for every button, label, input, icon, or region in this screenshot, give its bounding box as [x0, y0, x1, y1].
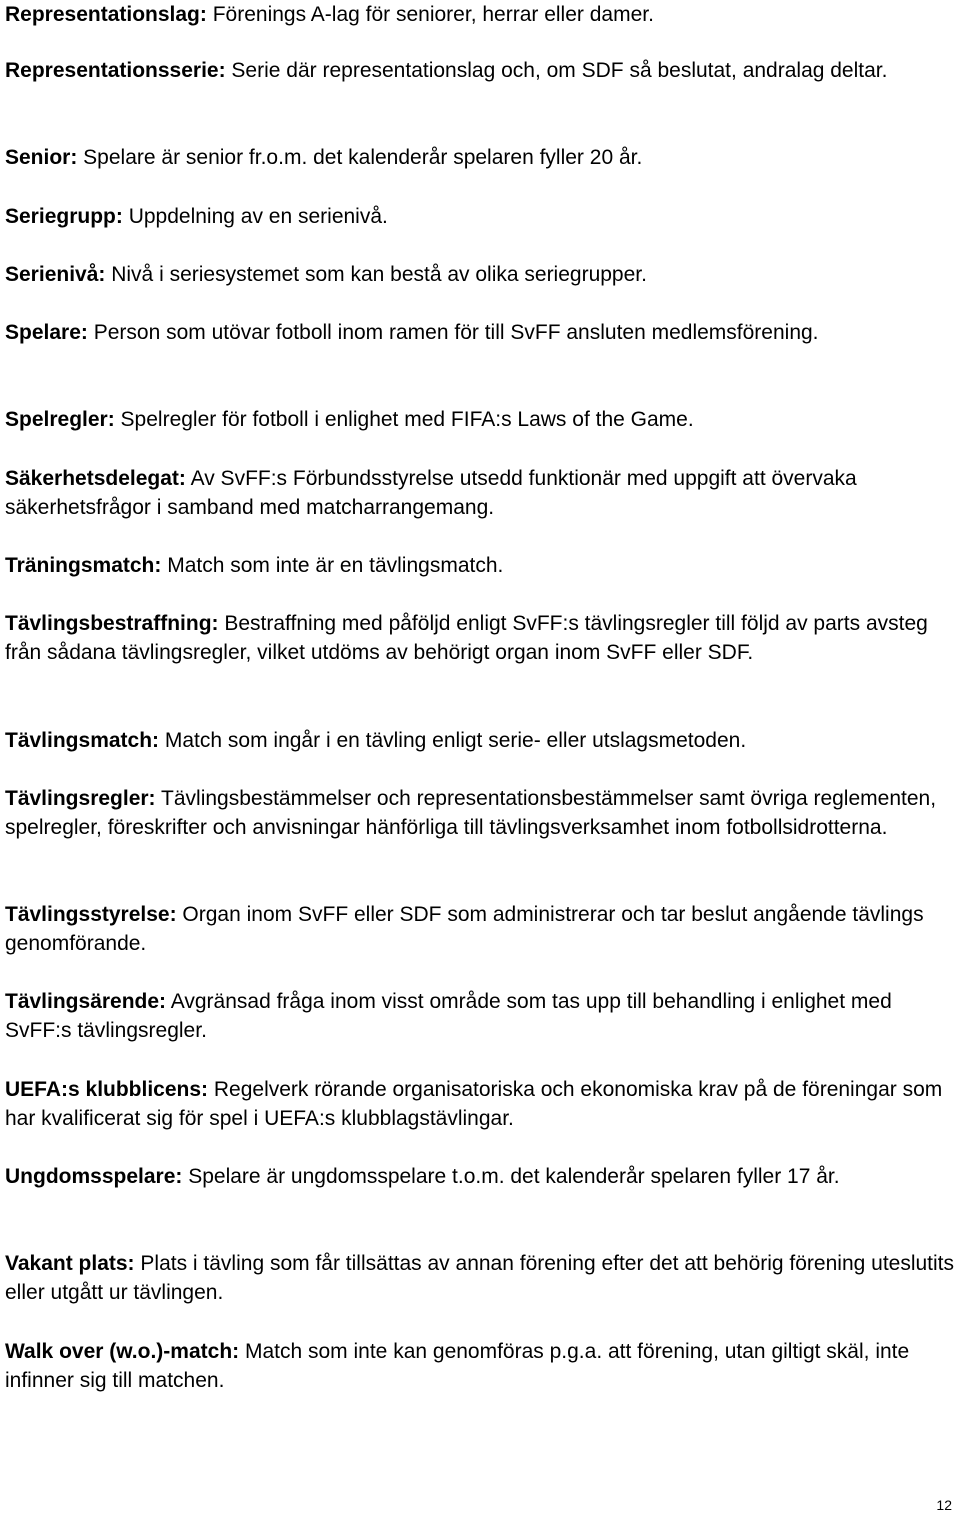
glossary-term: Senior:: [5, 146, 78, 169]
glossary-definition: Match som inte är en tävlingsmatch.: [161, 554, 504, 577]
glossary-definition: Match som ingår i en tävling enligt serie- eller utslagsmetoden.: [159, 729, 747, 752]
glossary-entry-sakerhetsdelegat: [5, 464, 955, 522]
glossary-term: Träningsmatch:: [5, 554, 162, 577]
glossary-definition: Spelare är ungdomsspelare t.o.m. det kalenderår spelaren fyller 17 år.: [182, 1165, 840, 1188]
glossary-definition: Organ inom SvFF eller SDF som administrerar och tar beslut angående tävlings genomförande.: [5, 903, 924, 955]
glossary-definition: Person som utövar fotboll inom ramen för till SvFF ansluten medlemsförening.: [87, 321, 819, 344]
glossary-definition: Nivå i seriesystemet som kan bestå av olika seriegrupper.: [105, 263, 647, 286]
glossary-entry-senior: [5, 143, 955, 172]
glossary-entry-ungdomsspelare: [5, 1162, 955, 1191]
glossary-term: Tävlingsärende:: [5, 990, 167, 1013]
glossary-term: Spelregler:: [5, 408, 115, 431]
glossary-term: Walk over (w.o.)-match:: [5, 1340, 240, 1363]
glossary-entry-tavlingsbestraffning: [5, 609, 955, 667]
page-number: 12: [936, 1497, 952, 1513]
glossary-term: Seriegrupp:: [5, 205, 123, 228]
glossary-term: Spelare:: [5, 321, 88, 344]
glossary-definition: Förenings A-lag för seniorer, herrar eller damer.: [206, 3, 654, 26]
glossary-entry-traningsmatch: [5, 551, 955, 580]
glossary-entry-representationsserie: [5, 56, 955, 85]
glossary-entry-seriegrupp: [5, 202, 955, 231]
glossary-entry-tavlingsarende: [5, 987, 955, 1045]
glossary-term: UEFA:s klubblicens:: [5, 1078, 209, 1101]
glossary-definition: Bestraffning med påföljd enligt SvFF:s tävlingsregler till följd av parts avsteg från sådana tävlingsregler, vilket utdöms av behörigt organ inom SvFF eller SDF.: [5, 612, 928, 664]
glossary-entry-tavlingsstyrelse: [5, 900, 955, 958]
glossary-term: Ungdomsspelare:: [5, 1165, 183, 1188]
glossary-definition: Regelverk rörande organisatoriska och ekonomiska krav på de föreningar som har kvalificerat sig för spel i UEFA:s klubblagstävlingar.: [5, 1078, 943, 1130]
glossary-definition: Uppdelning av en serienivå.: [122, 205, 388, 228]
glossary-entry-tavlingsregler: [5, 784, 955, 842]
glossary-definition: Tävlingsbestämmelser och representationsbestämmelser samt övriga reglementen, spelregler, föreskrifter och anvisningar hänförliga till tävlingsverksamhet inom fotbollsidrotterna.: [5, 787, 937, 839]
glossary-entry-tavlingsmatch: [5, 726, 955, 755]
glossary-definition: Match som inte kan genomföras p.g.a. att förening, utan giltigt skäl, inte infinner sig till matchen.: [5, 1340, 910, 1392]
glossary-term: Tävlingsregler:: [5, 787, 156, 810]
glossary-definition: Av SvFF:s Förbundsstyrelse utsedd funktionär med uppgift att övervaka säkerhetsfrågor i samband med matcharrangemang.: [5, 467, 857, 519]
glossary-entry-representationslag: [5, 0, 955, 29]
glossary-entry-spelare: [5, 318, 955, 347]
glossary-term: Representationsserie:: [5, 59, 226, 82]
glossary-entry-serieniva: [5, 260, 955, 289]
glossary-term: Serienivå:: [5, 263, 106, 286]
glossary-definition: Serie där representationslag och, om SDF så beslutat, andralag deltar.: [225, 59, 888, 82]
glossary-definition: Spelregler för fotboll i enlighet med FIFA:s Laws of the Game.: [114, 408, 694, 431]
glossary-term: Vakant plats:: [5, 1252, 135, 1275]
glossary-definition: Plats i tävling som får tillsättas av annan förening efter det att behörig förening uteslutits eller utgått ur tävlingen.: [5, 1252, 955, 1304]
glossary-entry-vakant-plats: [5, 1249, 955, 1307]
glossary-term: Tävlingsbestraffning:: [5, 612, 219, 635]
glossary-definition: Spelare är senior fr.o.m. det kalenderår spelaren fyller 20 år.: [77, 146, 643, 169]
glossary-term: Tävlingsmatch:: [5, 729, 160, 752]
glossary-term: Representationslag:: [5, 3, 207, 26]
glossary-entry-spelregler: [5, 405, 955, 434]
glossary-definition: Avgränsad fråga inom visst område som tas upp till behandling i enlighet med SvFF:s tävlingsregler.: [5, 990, 892, 1042]
glossary-term: Säkerhetsdelegat:: [5, 467, 186, 490]
glossary-entry-walk-over: [5, 1337, 955, 1395]
glossary-term: Tävlingsstyrelse:: [5, 903, 177, 926]
glossary-entry-uefa-klubblicens: [5, 1075, 955, 1133]
